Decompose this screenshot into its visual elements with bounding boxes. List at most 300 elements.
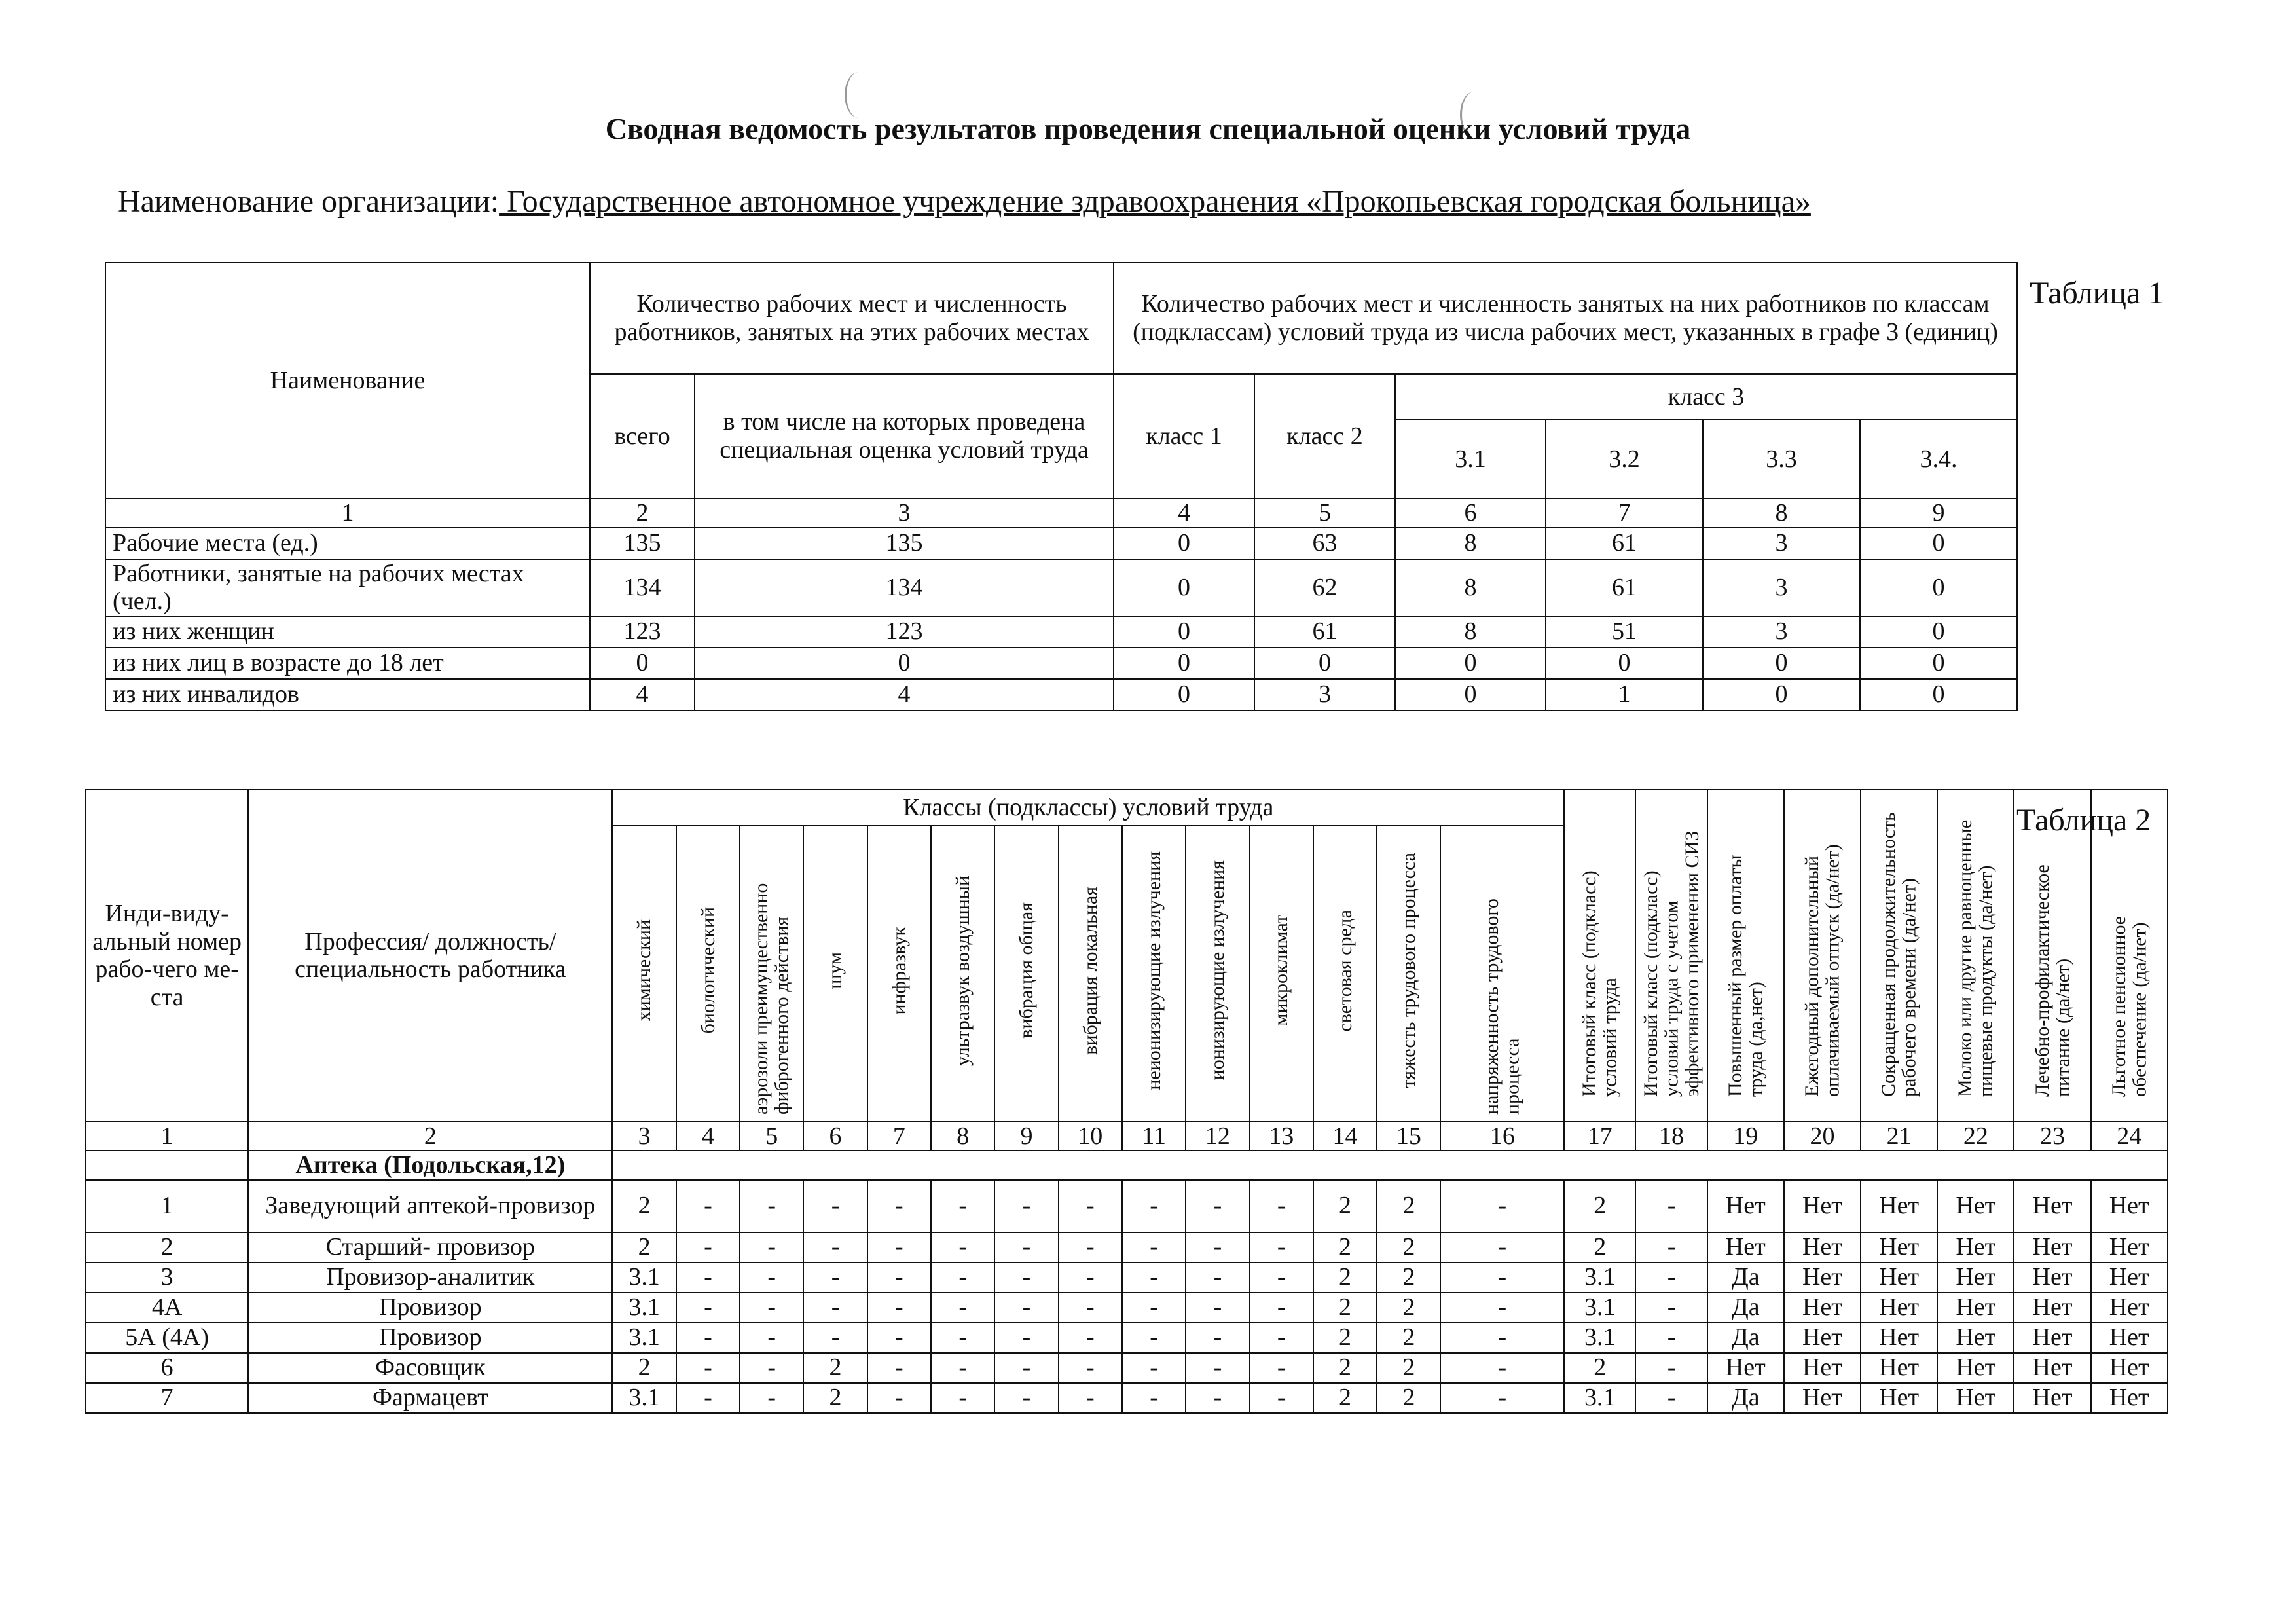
cell-value: - bbox=[676, 1263, 740, 1293]
cell-value: - bbox=[1440, 1293, 1564, 1323]
header-extra-label: Льготное пенсионное обеспечение (да/нет) bbox=[2107, 915, 2151, 1097]
header-factor-4 bbox=[803, 826, 867, 1122]
cell-value: Нет bbox=[1861, 1232, 1937, 1263]
cell-value: Нет bbox=[1861, 1293, 1937, 1323]
cell-value: - bbox=[1250, 1383, 1313, 1413]
column-number: 24 bbox=[2091, 1122, 2168, 1151]
header-extra-7 bbox=[2014, 790, 2090, 1122]
cell-value: 0 bbox=[1860, 616, 2017, 648]
header-assessed: в том числе на которых проведена специальная оценка условий труда bbox=[695, 374, 1114, 498]
cell-value: - bbox=[740, 1353, 803, 1383]
cell-value: Нет bbox=[2091, 1323, 2168, 1353]
column-number-row bbox=[86, 1122, 2168, 1151]
cell-value: - bbox=[1440, 1323, 1564, 1353]
header-factor-label: химический bbox=[633, 919, 655, 1022]
table-row bbox=[105, 528, 2017, 559]
cell-value: Нет bbox=[2014, 1323, 2090, 1353]
cell-value: 3.1 bbox=[1564, 1263, 1635, 1293]
table-row bbox=[86, 1353, 2168, 1383]
header-factor-label: световая среда bbox=[1334, 909, 1356, 1032]
table1-caption: Таблица 1 bbox=[2030, 276, 2164, 310]
cell-value: 3.1 bbox=[1564, 1323, 1635, 1353]
profession-name: Фасовщик bbox=[248, 1353, 612, 1383]
cell-value: 134 bbox=[590, 559, 695, 616]
cell-value: - bbox=[931, 1232, 994, 1263]
cell-value: 3.1 bbox=[612, 1263, 676, 1293]
column-number: 1 bbox=[105, 498, 590, 528]
header-factor-12 bbox=[1313, 826, 1377, 1122]
cell-value: 2 bbox=[1313, 1180, 1377, 1232]
column-number: 12 bbox=[1186, 1122, 1249, 1151]
cell-value: Нет bbox=[1784, 1353, 1861, 1383]
column-number: 5 bbox=[1254, 498, 1395, 528]
cell-value: 3.1 bbox=[1564, 1383, 1635, 1413]
table-row bbox=[86, 1263, 2168, 1293]
cell-value: Нет bbox=[1861, 1323, 1937, 1353]
cell-value: 0 bbox=[1114, 528, 1254, 559]
header-factor-label: ионизирующие излучения bbox=[1207, 860, 1229, 1080]
cell-value: - bbox=[1635, 1180, 1707, 1232]
cell-value: 2 bbox=[1377, 1232, 1440, 1263]
header-extra-label: Молоко или другие равноценные пищевые продукты (да/нет) bbox=[1954, 819, 1997, 1097]
cell-value: Нет bbox=[2091, 1263, 2168, 1293]
cell-value: Нет bbox=[2014, 1232, 2090, 1263]
cell-value: 0 bbox=[1703, 679, 1860, 710]
cell-value: Нет bbox=[2014, 1383, 2090, 1413]
header-extra-3 bbox=[1707, 790, 1784, 1122]
cell-value: 2 bbox=[1313, 1232, 1377, 1263]
cell-value: - bbox=[676, 1353, 740, 1383]
cell-value: - bbox=[994, 1293, 1058, 1323]
column-number: 5 bbox=[740, 1122, 803, 1151]
cell-value: Нет bbox=[1861, 1353, 1937, 1383]
table-row bbox=[86, 1180, 2168, 1232]
header-factor-label: неионизирующие излучения bbox=[1142, 851, 1165, 1090]
cell-value: - bbox=[1635, 1353, 1707, 1383]
cell-value: 51 bbox=[1546, 616, 1703, 648]
header-extra-2 bbox=[1635, 790, 1707, 1122]
header-extra-4 bbox=[1784, 790, 1861, 1122]
column-number: 8 bbox=[931, 1122, 994, 1151]
profession-name: Заведующий аптекой-провизор bbox=[248, 1180, 612, 1232]
cell-value: 2 bbox=[1313, 1383, 1377, 1413]
cell-value: Нет bbox=[2091, 1293, 2168, 1323]
workplace-number: 7 bbox=[86, 1383, 248, 1413]
cell-value: Нет bbox=[2014, 1293, 2090, 1323]
workplace-number: 2 bbox=[86, 1232, 248, 1263]
cell-value: - bbox=[1059, 1232, 1122, 1263]
table-row bbox=[86, 1383, 2168, 1413]
cell-value: 0 bbox=[1114, 559, 1254, 616]
cell-value: 2 bbox=[1313, 1263, 1377, 1293]
header-class1: класс 1 bbox=[1114, 374, 1254, 498]
column-number: 10 bbox=[1059, 1122, 1122, 1151]
cell-value: 8 bbox=[1395, 616, 1546, 648]
cell-value: - bbox=[1250, 1232, 1313, 1263]
cell-value: - bbox=[1250, 1263, 1313, 1293]
cell-value: 62 bbox=[1254, 559, 1395, 616]
column-number: 22 bbox=[1937, 1122, 2014, 1151]
cell-value: - bbox=[867, 1353, 931, 1383]
workplace-number: 3 bbox=[86, 1263, 248, 1293]
cell-value: 2 bbox=[1377, 1323, 1440, 1353]
cell-value: 1 bbox=[1546, 679, 1703, 710]
header-factor-6 bbox=[931, 826, 994, 1122]
header-workplace-number: Инди-виду-альный номер рабо-чего ме-ста bbox=[86, 790, 248, 1122]
header-factor-2 bbox=[676, 826, 740, 1122]
cell-value: - bbox=[740, 1323, 803, 1353]
profession-name: Фармацевт bbox=[248, 1383, 612, 1413]
cell-value: 4 bbox=[695, 679, 1114, 710]
cell-value: Да bbox=[1707, 1263, 1784, 1293]
section-num-cell bbox=[86, 1151, 248, 1180]
cell-value: Да bbox=[1707, 1323, 1784, 1353]
cell-value: 134 bbox=[695, 559, 1114, 616]
cell-value: 3 bbox=[1254, 679, 1395, 710]
header-3-2: 3.2 bbox=[1546, 420, 1703, 498]
header-extra-6 bbox=[1937, 790, 2014, 1122]
cell-value: - bbox=[867, 1293, 931, 1323]
cell-value: Нет bbox=[1937, 1263, 2014, 1293]
cell-value: - bbox=[676, 1323, 740, 1353]
cell-value: 2 bbox=[1377, 1353, 1440, 1383]
cell-value: - bbox=[931, 1263, 994, 1293]
header-factor-1 bbox=[612, 826, 676, 1122]
cell-value: 2 bbox=[803, 1383, 867, 1413]
header-count: Количество рабочих мест и численность работников, занятых на этих рабочих местах bbox=[590, 263, 1114, 374]
cell-value: 3.1 bbox=[612, 1383, 676, 1413]
workplace-table bbox=[85, 789, 2168, 1414]
cell-value: 3 bbox=[1703, 528, 1860, 559]
header-3-4: 3.4. bbox=[1860, 420, 2017, 498]
cell-value: - bbox=[1440, 1232, 1564, 1263]
cell-value: - bbox=[803, 1323, 867, 1353]
cell-value: 0 bbox=[1395, 648, 1546, 679]
cell-value: - bbox=[1059, 1383, 1122, 1413]
cell-value: - bbox=[803, 1232, 867, 1263]
column-number: 7 bbox=[1546, 498, 1703, 528]
cell-value: - bbox=[1440, 1353, 1564, 1383]
organization-name: Государственное автономное учреждение здравоохранения «Прокопьевская городская больница» bbox=[499, 184, 1811, 219]
cell-value: Нет bbox=[1937, 1383, 2014, 1413]
header-factor-14 bbox=[1440, 826, 1564, 1122]
cell-value: - bbox=[1186, 1383, 1249, 1413]
cell-value: - bbox=[931, 1383, 994, 1413]
header-extra-label: Сокращенная продолжительность рабочего времени (да/нет) bbox=[1878, 811, 1920, 1097]
cell-value: 0 bbox=[1254, 648, 1395, 679]
table-row bbox=[105, 679, 2017, 710]
header-factor-11 bbox=[1250, 826, 1313, 1122]
cell-value: Нет bbox=[2091, 1383, 2168, 1413]
column-number: 2 bbox=[590, 498, 695, 528]
cell-value: - bbox=[867, 1232, 931, 1263]
row-name: из них женщин bbox=[105, 616, 590, 648]
cell-value: Да bbox=[1707, 1383, 1784, 1413]
cell-value: Нет bbox=[1784, 1293, 1861, 1323]
cell-value: - bbox=[1440, 1180, 1564, 1232]
column-number: 18 bbox=[1635, 1122, 1707, 1151]
cell-value: Нет bbox=[2091, 1232, 2168, 1263]
cell-value: - bbox=[740, 1180, 803, 1232]
header-extra-1 bbox=[1564, 790, 1635, 1122]
column-number: 2 bbox=[248, 1122, 612, 1151]
header-factor-label: напряженность трудового процесса bbox=[1481, 898, 1523, 1115]
cell-value: - bbox=[803, 1293, 867, 1323]
cell-value: - bbox=[1635, 1383, 1707, 1413]
cell-value: 135 bbox=[590, 528, 695, 559]
cell-value: - bbox=[740, 1263, 803, 1293]
cell-value bbox=[1860, 528, 2017, 559]
cell-value: Нет bbox=[2091, 1180, 2168, 1232]
column-number: 8 bbox=[1703, 498, 1860, 528]
profession-name: Провизор bbox=[248, 1293, 612, 1323]
column-number: 16 bbox=[1440, 1122, 1564, 1151]
cell-value: 0 bbox=[1546, 648, 1703, 679]
cell-value: - bbox=[1440, 1263, 1564, 1293]
cell-value: - bbox=[931, 1353, 994, 1383]
profession-name: Старший- провизор bbox=[248, 1232, 612, 1263]
cell-value: Нет bbox=[1784, 1232, 1861, 1263]
cell-value bbox=[1860, 648, 2017, 679]
cell-value: Нет bbox=[1937, 1232, 2014, 1263]
organization-line bbox=[118, 183, 1811, 219]
header-factor-8 bbox=[1059, 826, 1122, 1122]
table-row bbox=[86, 1293, 2168, 1323]
column-number: 21 bbox=[1861, 1122, 1937, 1151]
cell-value: - bbox=[994, 1353, 1058, 1383]
cell-value: - bbox=[803, 1180, 867, 1232]
cell-value: Нет bbox=[1784, 1383, 1861, 1413]
cell-value: - bbox=[1122, 1323, 1186, 1353]
column-number: 13 bbox=[1250, 1122, 1313, 1151]
section-title: Аптека (Подольская,12) bbox=[248, 1151, 612, 1180]
cell-value: 0 bbox=[1114, 648, 1254, 679]
cell-value: 8 bbox=[1395, 528, 1546, 559]
column-number: 15 bbox=[1377, 1122, 1440, 1151]
cell-value: 2 bbox=[1564, 1232, 1635, 1263]
cell-value: - bbox=[1059, 1323, 1122, 1353]
column-number: 19 bbox=[1707, 1122, 1784, 1151]
header-factor-label: аэрозоли преимущественно фиброгенного действия bbox=[750, 883, 793, 1115]
cell-value: Да bbox=[1707, 1293, 1784, 1323]
cell-value: 0 bbox=[1114, 679, 1254, 710]
cell-value: - bbox=[1122, 1383, 1186, 1413]
cell-value: - bbox=[1250, 1180, 1313, 1232]
cell-value: 2 bbox=[1313, 1323, 1377, 1353]
cell-value: 61 bbox=[1546, 559, 1703, 616]
cell-value: Нет bbox=[1707, 1353, 1784, 1383]
row-name: из них лиц в возрасте до 18 лет bbox=[105, 648, 590, 679]
cell-value: 3.1 bbox=[1564, 1293, 1635, 1323]
cell-value: - bbox=[1186, 1180, 1249, 1232]
header-extra-label: Лечебно-профилактическое питание (да/нет) bbox=[2031, 864, 2073, 1097]
cell-value: - bbox=[1635, 1263, 1707, 1293]
cell-value: - bbox=[803, 1263, 867, 1293]
column-number: 23 bbox=[2014, 1122, 2090, 1151]
cell-value: - bbox=[867, 1263, 931, 1293]
cell-value: Нет bbox=[1784, 1180, 1861, 1232]
cell-value: - bbox=[1250, 1323, 1313, 1353]
cell-value bbox=[1860, 679, 2017, 710]
cell-value: 3 bbox=[1703, 559, 1860, 616]
header-extra-label: Повышенный размер оплаты труда (да,нет) bbox=[1724, 854, 1767, 1097]
column-number: 9 bbox=[1860, 498, 2017, 528]
cell-value: - bbox=[994, 1232, 1058, 1263]
cell-value: - bbox=[1059, 1263, 1122, 1293]
cell-value: - bbox=[740, 1293, 803, 1323]
cell-value: - bbox=[1250, 1293, 1313, 1323]
header-factor-3 bbox=[740, 826, 803, 1122]
cell-value: 2 bbox=[1313, 1293, 1377, 1323]
cell-value: - bbox=[676, 1383, 740, 1413]
header-3-1: 3.1 bbox=[1395, 420, 1546, 498]
header-factor-label: микроклимат bbox=[1270, 915, 1292, 1026]
cell-value: - bbox=[1059, 1293, 1122, 1323]
cell-value: 63 bbox=[1254, 528, 1395, 559]
cell-value: Нет bbox=[2091, 1353, 2168, 1383]
header-work-classes: Классы (подклассы) условий труда bbox=[612, 790, 1564, 826]
cell-value: 2 bbox=[1313, 1353, 1377, 1383]
header-extra-label: Итоговый класс (подкласс) условий труда bbox=[1578, 870, 1621, 1097]
cell-value: 2 bbox=[1377, 1383, 1440, 1413]
cell-value: - bbox=[1250, 1353, 1313, 1383]
cell-value: - bbox=[1186, 1232, 1249, 1263]
workplace-number: 4А bbox=[86, 1293, 248, 1323]
cell-value: - bbox=[1059, 1180, 1122, 1232]
header-factor-9 bbox=[1122, 826, 1186, 1122]
section-empty-cell bbox=[612, 1151, 2167, 1180]
cell-value: 0 bbox=[1395, 679, 1546, 710]
cell-value: Нет bbox=[2014, 1263, 2090, 1293]
header-factor-label: вибрация общая bbox=[1015, 902, 1038, 1039]
header-factor-label: инфразвук bbox=[888, 926, 910, 1015]
header-factor-label: биологический bbox=[697, 907, 719, 1034]
cell-value: - bbox=[1122, 1232, 1186, 1263]
profession-name: Провизор-аналитик bbox=[248, 1263, 612, 1293]
cell-value: 2 bbox=[612, 1180, 676, 1232]
cell-value: Нет bbox=[1861, 1263, 1937, 1293]
table-row bbox=[105, 559, 2017, 616]
profession-name: Провизор bbox=[248, 1323, 612, 1353]
cell-value: 0 bbox=[1114, 616, 1254, 648]
cell-value: - bbox=[994, 1180, 1058, 1232]
cell-value: Нет bbox=[1707, 1180, 1784, 1232]
header-class3: класс 3 bbox=[1395, 374, 2017, 420]
cell-value: 3.1 bbox=[612, 1293, 676, 1323]
workplace-number: 5А (4А) bbox=[86, 1323, 248, 1353]
cell-value: - bbox=[1122, 1353, 1186, 1383]
cell-value: - bbox=[867, 1180, 931, 1232]
header-class2: класс 2 bbox=[1254, 374, 1395, 498]
cell-value: - bbox=[931, 1293, 994, 1323]
cell-value: - bbox=[676, 1232, 740, 1263]
column-number: 4 bbox=[676, 1122, 740, 1151]
cell-value: 2 bbox=[1564, 1180, 1635, 1232]
header-factor-5 bbox=[867, 826, 931, 1122]
cell-value: 3 bbox=[1703, 616, 1860, 648]
cell-value: Нет bbox=[2014, 1353, 2090, 1383]
cell-value: Нет bbox=[1937, 1293, 2014, 1323]
cell-value: 0 bbox=[1703, 648, 1860, 679]
header-factor-label: вибрация локальная bbox=[1079, 886, 1101, 1055]
organization-label: Наименование организации: bbox=[118, 184, 500, 219]
cell-value: 2 bbox=[612, 1232, 676, 1263]
column-number: 3 bbox=[695, 498, 1114, 528]
cell-value: 2 bbox=[612, 1353, 676, 1383]
cell-value: - bbox=[1635, 1293, 1707, 1323]
cell-value: - bbox=[931, 1323, 994, 1353]
column-number: 4 bbox=[1114, 498, 1254, 528]
header-extra-label: Итоговый класс (подкласс) условий труда с учетом эффективного применения СИЗ bbox=[1639, 830, 1703, 1097]
cell-value: - bbox=[867, 1383, 931, 1413]
header-extra-label: Ежегодный дополнительный оплачиваемый отпуск (да/нет) bbox=[1800, 843, 1844, 1097]
cell-value: 4 bbox=[590, 679, 695, 710]
cell-value: - bbox=[1186, 1323, 1249, 1353]
cell-value: - bbox=[1440, 1383, 1564, 1413]
header-name: Наименование bbox=[105, 263, 590, 498]
column-number: 7 bbox=[867, 1122, 931, 1151]
cell-value: Нет bbox=[1784, 1323, 1861, 1353]
header-factor-label: шум bbox=[824, 951, 847, 989]
cell-value: Нет bbox=[1707, 1232, 1784, 1263]
cell-value: 135 bbox=[695, 528, 1114, 559]
header-total: всего bbox=[590, 374, 695, 498]
cell-value: - bbox=[994, 1263, 1058, 1293]
cell-value: - bbox=[1122, 1263, 1186, 1293]
cell-value: 61 bbox=[1254, 616, 1395, 648]
cell-value: - bbox=[931, 1180, 994, 1232]
cell-value: 8 bbox=[1395, 559, 1546, 616]
cell-value: - bbox=[740, 1383, 803, 1413]
cell-value: - bbox=[867, 1323, 931, 1353]
header-classes: Количество рабочих мест и численность занятых на них работников по классам (подклассам) условий труда из числа рабочих мест, указанных в графе 3 (единиц) bbox=[1114, 263, 2017, 374]
cell-value: Нет bbox=[1937, 1353, 2014, 1383]
row-name: из них инвалидов bbox=[105, 679, 590, 710]
column-number: 6 bbox=[803, 1122, 867, 1151]
cell-value: 2 bbox=[1377, 1293, 1440, 1323]
column-number: 17 bbox=[1564, 1122, 1635, 1151]
workplace-number: 1 bbox=[86, 1180, 248, 1232]
cell-value: - bbox=[1186, 1293, 1249, 1323]
header-factor-10 bbox=[1186, 826, 1249, 1122]
cell-value: Нет bbox=[1937, 1180, 2014, 1232]
cell-value: - bbox=[1186, 1353, 1249, 1383]
cell-value: 3.1 bbox=[612, 1323, 676, 1353]
cell-value: - bbox=[1186, 1263, 1249, 1293]
cell-value: Нет bbox=[1784, 1263, 1861, 1293]
workplace-number: 6 bbox=[86, 1353, 248, 1383]
cell-value: - bbox=[994, 1383, 1058, 1413]
header-factor-13 bbox=[1377, 826, 1440, 1122]
row-name: Рабочие места (ед.) bbox=[105, 528, 590, 559]
cell-value: Нет bbox=[1861, 1180, 1937, 1232]
cell-value: - bbox=[1059, 1353, 1122, 1383]
cell-value: Нет bbox=[2014, 1180, 2090, 1232]
cell-value: 0 bbox=[1860, 559, 2017, 616]
summary-table bbox=[105, 262, 2018, 711]
header-extra-5 bbox=[1861, 790, 1937, 1122]
cell-value: 0 bbox=[695, 648, 1114, 679]
header-factor-label: тяжесть трудового процесса bbox=[1398, 853, 1420, 1088]
cell-value: - bbox=[994, 1323, 1058, 1353]
header-factor-7 bbox=[994, 826, 1058, 1122]
table2-caption: Таблица 2 bbox=[2016, 803, 2151, 838]
table-row bbox=[105, 648, 2017, 679]
column-number: 6 bbox=[1395, 498, 1546, 528]
cell-value: - bbox=[676, 1293, 740, 1323]
column-number: 20 bbox=[1784, 1122, 1861, 1151]
column-number: 14 bbox=[1313, 1122, 1377, 1151]
